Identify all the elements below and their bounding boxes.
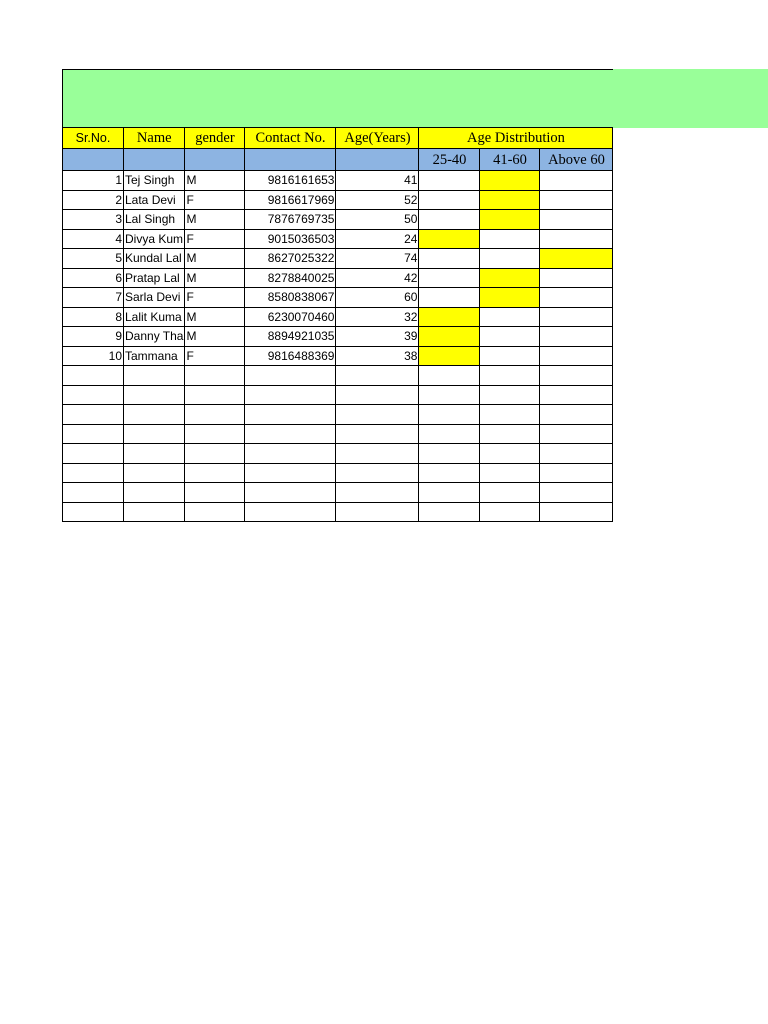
cell-age[interactable]: 38	[336, 346, 419, 366]
cell-age[interactable]: 32	[336, 307, 419, 327]
header-age[interactable]: Age(Years)	[336, 128, 419, 149]
header-age-distribution[interactable]: Age Distribution	[419, 128, 613, 149]
empty-cell[interactable]	[124, 366, 185, 386]
empty-cell[interactable]	[245, 444, 336, 464]
cell-name[interactable]: Pratap Lal	[124, 268, 185, 288]
empty-row	[63, 366, 613, 386]
empty-cell[interactable]	[124, 502, 185, 522]
empty-row	[63, 424, 613, 444]
cell-contact[interactable]: 9015036503	[245, 229, 336, 249]
empty-cell[interactable]	[419, 463, 480, 483]
cell-age-bucket[interactable]	[480, 307, 540, 327]
data-table	[62, 127, 613, 522]
cell-age[interactable]: 50	[336, 210, 419, 230]
subheader-range-41-60[interactable]: 41-60	[480, 149, 540, 171]
cell-gender[interactable]: F	[185, 288, 245, 308]
empty-cell[interactable]	[185, 483, 245, 503]
empty-cell[interactable]	[185, 463, 245, 483]
cell-gender[interactable]: M	[185, 171, 245, 191]
empty-cell[interactable]	[245, 366, 336, 386]
empty-cell[interactable]	[480, 444, 540, 464]
empty-cell[interactable]	[540, 405, 613, 425]
subheader-cell[interactable]	[185, 149, 245, 171]
empty-cell[interactable]	[63, 463, 124, 483]
empty-cell[interactable]	[336, 366, 419, 386]
empty-cell[interactable]	[419, 483, 480, 503]
empty-cell[interactable]	[245, 385, 336, 405]
empty-row	[63, 444, 613, 464]
empty-cell[interactable]	[480, 385, 540, 405]
cell-name[interactable]: Lal Singh	[124, 210, 185, 230]
header-sr-no[interactable]: Sr.No.	[63, 128, 124, 149]
empty-cell[interactable]	[124, 424, 185, 444]
empty-cell[interactable]	[245, 463, 336, 483]
empty-cell[interactable]	[63, 502, 124, 522]
subheader-range-25-40[interactable]: 25-40	[419, 149, 480, 171]
table-row	[63, 249, 613, 269]
cell-age-bucket[interactable]	[540, 229, 613, 249]
subheader-row	[63, 149, 613, 171]
table-row	[63, 190, 613, 210]
empty-row	[63, 502, 613, 522]
cell-name[interactable]: Sarla Devi	[124, 288, 185, 308]
empty-cell[interactable]	[540, 483, 613, 503]
empty-cell[interactable]	[419, 366, 480, 386]
title-band-left-border	[62, 69, 63, 128]
table-row	[63, 307, 613, 327]
header-name[interactable]: Name	[124, 128, 185, 149]
title-band-top-border	[62, 69, 613, 70]
empty-cell[interactable]	[336, 463, 419, 483]
cell-name[interactable]: Lata Devi	[124, 190, 185, 210]
empty-cell[interactable]	[419, 385, 480, 405]
empty-cell[interactable]	[540, 385, 613, 405]
cell-age-bucket[interactable]	[480, 171, 540, 191]
empty-cell[interactable]	[124, 444, 185, 464]
empty-cell[interactable]	[336, 483, 419, 503]
empty-cell[interactable]	[124, 405, 185, 425]
cell-name[interactable]: Tammana	[124, 346, 185, 366]
empty-cell[interactable]	[480, 463, 540, 483]
cell-age-bucket[interactable]	[540, 190, 613, 210]
cell-age[interactable]: 52	[336, 190, 419, 210]
cell-gender[interactable]: M	[185, 210, 245, 230]
cell-sr-no[interactable]: 7	[63, 288, 124, 308]
cell-contact[interactable]: 8580838067	[245, 288, 336, 308]
cell-age-bucket[interactable]	[419, 288, 480, 308]
cell-age[interactable]: 60	[336, 288, 419, 308]
empty-cell[interactable]	[245, 483, 336, 503]
cell-contact[interactable]: 8894921035	[245, 327, 336, 347]
empty-cell[interactable]	[480, 366, 540, 386]
cell-name[interactable]: Kundal Lal	[124, 249, 185, 269]
cell-contact[interactable]: 8627025322	[245, 249, 336, 269]
empty-cell[interactable]	[480, 502, 540, 522]
cell-age-bucket[interactable]	[480, 346, 540, 366]
cell-sr-no[interactable]: 9	[63, 327, 124, 347]
table-row	[63, 327, 613, 347]
empty-cell[interactable]	[540, 444, 613, 464]
cell-age-bucket[interactable]	[480, 327, 540, 347]
cell-age-bucket[interactable]	[540, 249, 613, 269]
cell-name[interactable]: Tej Singh	[124, 171, 185, 191]
empty-cell[interactable]	[419, 444, 480, 464]
cell-age-bucket[interactable]	[540, 346, 613, 366]
cell-gender[interactable]: M	[185, 249, 245, 269]
empty-cell[interactable]	[63, 444, 124, 464]
header-row	[63, 128, 613, 149]
cell-age-bucket[interactable]	[419, 307, 480, 327]
cell-gender[interactable]: F	[185, 229, 245, 249]
cell-age[interactable]: 24	[336, 229, 419, 249]
empty-cell[interactable]	[540, 366, 613, 386]
cell-sr-no[interactable]: 2	[63, 190, 124, 210]
empty-cell[interactable]	[124, 385, 185, 405]
cell-sr-no[interactable]: 3	[63, 210, 124, 230]
subheader-cell[interactable]	[245, 149, 336, 171]
empty-cell[interactable]	[245, 424, 336, 444]
empty-cell[interactable]	[336, 444, 419, 464]
empty-cell[interactable]	[540, 463, 613, 483]
subheader-range-above-60[interactable]: Above 60	[540, 149, 613, 171]
cell-sr-no[interactable]: 6	[63, 268, 124, 288]
empty-cell[interactable]	[419, 502, 480, 522]
cell-age[interactable]: 74	[336, 249, 419, 269]
empty-cell[interactable]	[63, 405, 124, 425]
empty-cell[interactable]	[419, 424, 480, 444]
table-row	[63, 268, 613, 288]
cell-age-bucket[interactable]	[540, 171, 613, 191]
table-row	[63, 288, 613, 308]
empty-cell[interactable]	[185, 366, 245, 386]
subheader-cell[interactable]	[124, 149, 185, 171]
cell-gender[interactable]: F	[185, 190, 245, 210]
cell-gender[interactable]: M	[185, 327, 245, 347]
table-row	[63, 210, 613, 230]
empty-cell[interactable]	[185, 385, 245, 405]
cell-contact[interactable]: 6230070460	[245, 307, 336, 327]
empty-cell[interactable]	[480, 424, 540, 444]
table-row	[63, 229, 613, 249]
cell-age-bucket[interactable]	[419, 190, 480, 210]
cell-sr-no[interactable]: 1	[63, 171, 124, 191]
cell-age[interactable]: 39	[336, 327, 419, 347]
header-contact[interactable]: Contact No.	[245, 128, 336, 149]
cell-sr-no[interactable]: 10	[63, 346, 124, 366]
empty-cell[interactable]	[245, 405, 336, 425]
empty-cell[interactable]	[124, 463, 185, 483]
empty-cell[interactable]	[480, 483, 540, 503]
cell-contact[interactable]: 9816617969	[245, 190, 336, 210]
cell-sr-no[interactable]: 5	[63, 249, 124, 269]
cell-sr-no[interactable]: 4	[63, 229, 124, 249]
cell-gender[interactable]: M	[185, 268, 245, 288]
empty-row	[63, 463, 613, 483]
cell-age-bucket[interactable]	[419, 327, 480, 347]
cell-age-bucket[interactable]	[480, 210, 540, 230]
table-row	[63, 346, 613, 366]
empty-row	[63, 385, 613, 405]
subheader-cell[interactable]	[63, 149, 124, 171]
empty-cell[interactable]	[245, 502, 336, 522]
empty-cell[interactable]	[336, 502, 419, 522]
empty-cell[interactable]	[63, 366, 124, 386]
empty-cell[interactable]	[336, 424, 419, 444]
cell-age-bucket[interactable]	[419, 229, 480, 249]
empty-cell[interactable]	[185, 444, 245, 464]
cell-age-bucket[interactable]	[540, 307, 613, 327]
cell-age-bucket[interactable]	[480, 229, 540, 249]
title-band[interactable]	[62, 69, 768, 128]
cell-age-bucket[interactable]	[419, 268, 480, 288]
cell-age[interactable]: 42	[336, 268, 419, 288]
empty-cell[interactable]	[185, 405, 245, 425]
cell-gender[interactable]: F	[185, 346, 245, 366]
empty-cell[interactable]	[540, 424, 613, 444]
cell-gender[interactable]: M	[185, 307, 245, 327]
cell-name[interactable]: Divya Kum	[124, 229, 185, 249]
empty-cell[interactable]	[185, 502, 245, 522]
cell-age-bucket[interactable]	[419, 210, 480, 230]
cell-age-bucket[interactable]	[419, 171, 480, 191]
cell-age-bucket[interactable]	[480, 268, 540, 288]
cell-age-bucket[interactable]	[419, 346, 480, 366]
cell-sr-no[interactable]: 8	[63, 307, 124, 327]
empty-cell[interactable]	[419, 405, 480, 425]
empty-cell[interactable]	[63, 385, 124, 405]
empty-row	[63, 483, 613, 503]
cell-age[interactable]: 41	[336, 171, 419, 191]
empty-cell[interactable]	[336, 405, 419, 425]
empty-cell[interactable]	[480, 405, 540, 425]
cell-age-bucket[interactable]	[480, 249, 540, 269]
cell-age-bucket[interactable]	[419, 249, 480, 269]
empty-row	[63, 405, 613, 425]
empty-cell[interactable]	[63, 424, 124, 444]
cell-age-bucket[interactable]	[540, 327, 613, 347]
cell-age-bucket[interactable]	[540, 288, 613, 308]
header-gender[interactable]: gender	[185, 128, 245, 149]
cell-contact[interactable]: 8278840025	[245, 268, 336, 288]
empty-cell[interactable]	[336, 385, 419, 405]
table-row	[63, 171, 613, 191]
empty-cell[interactable]	[63, 483, 124, 503]
cell-age-bucket[interactable]	[540, 210, 613, 230]
cell-contact[interactable]: 9816488369	[245, 346, 336, 366]
empty-cell[interactable]	[124, 483, 185, 503]
cell-age-bucket[interactable]	[480, 288, 540, 308]
cell-name[interactable]: Lalit Kuma	[124, 307, 185, 327]
empty-cell[interactable]	[540, 502, 613, 522]
cell-age-bucket[interactable]	[480, 190, 540, 210]
cell-age-bucket[interactable]	[540, 268, 613, 288]
subheader-cell[interactable]	[336, 149, 419, 171]
cell-contact[interactable]: 9816161653	[245, 171, 336, 191]
cell-name[interactable]: Danny Tha	[124, 327, 185, 347]
empty-cell[interactable]	[185, 424, 245, 444]
cell-contact[interactable]: 7876769735	[245, 210, 336, 230]
